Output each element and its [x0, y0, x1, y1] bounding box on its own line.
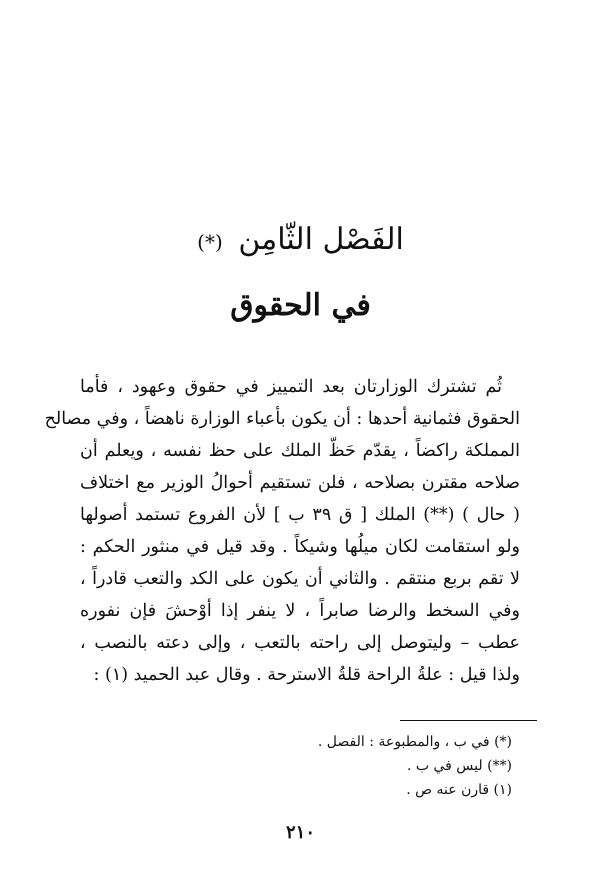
footnote: (*) في ب ، والمطبوعة : الفصل . [317, 734, 512, 750]
text-line: عطب – وليتوصل إلى راحته بالتعب ، وإلى دعته بالنصب ، [80, 633, 520, 653]
body-paragraph [44, 371, 520, 691]
text-line: لا تقم بربع منتقم . والثاني أن يكون على الكد والتعب قادراً ، [80, 569, 520, 589]
footnotes [80, 730, 520, 802]
text-line: المملكة راكضاً ، يقدّم حَظّ الملك على حظ نفسه ، ويعلم أن [80, 441, 520, 461]
text-line: ( حال ) (**) الملك [ ق ٣٩ ب ] لأن الفروع تستمد أصولها [80, 505, 520, 525]
text-line: الحقوق فثمانية أحدها : أن يكون بأعباء الوزارة ناهضاً ، وفي مصالح [44, 409, 520, 429]
text-line: ولذا قيل : علةُ الراحة قلةُ الاسترحة . وقال عبد الحميد (١) : [93, 665, 520, 685]
text-line: ولو استقامت لكان ميلُها وشيكاً . وقد قيل في منثور الحكم : [80, 537, 520, 557]
section-title: في الحقوق [230, 288, 371, 323]
text-line: ثُم تشترك الوزارتان بعد التمييز في حقوق وعهود ، فأما [80, 377, 502, 397]
chapter-heading [0, 222, 601, 257]
text-line: وفي السخط والرضا صابراً ، لا ينفر إذا أوْحشَ فإن نفوره [80, 601, 520, 621]
page-number: ٢١٠ [285, 822, 315, 843]
footnote-divider [400, 720, 537, 721]
footnote: (**) ليس في ب . [406, 758, 512, 774]
chapter-footnote-marker: (*) [197, 230, 223, 254]
text-line: صلاحه مقترن بصلاحه ، فلن تستقيم أحوالُ الوزير مع اختلاف [80, 473, 520, 493]
chapter-title: الفَصْل الثّامِن [238, 222, 404, 257]
footnote: (١) قارن عنه ص . [406, 782, 512, 798]
